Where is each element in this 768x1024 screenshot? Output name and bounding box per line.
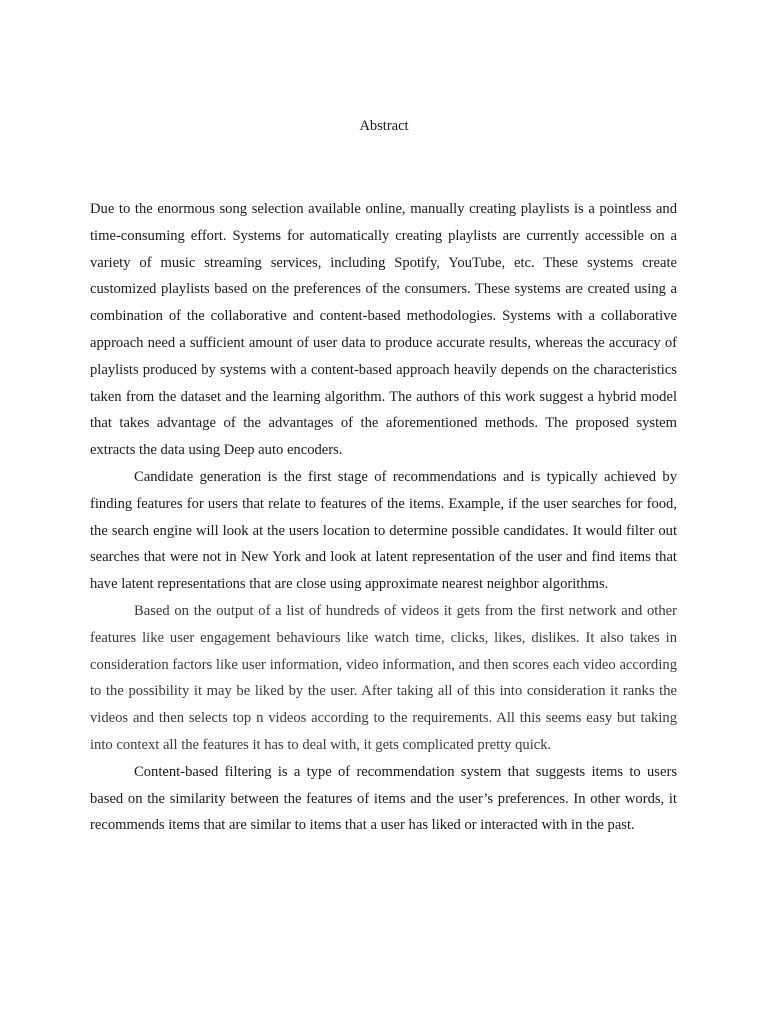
page-title: Abstract bbox=[359, 118, 409, 134]
paragraph-ranking: Based on the output of a list of hundreds of videos it gets from the first network and other features like user engagement behaviours like watch time, clicks, likes, dislikes. It also takes in consideration factors like user information, video information, and then scores each video according to the possibility it may be liked by the user. After taking all of this into consideration it ranks the videos and then selects top n videos according to the requirements. All this seems easy but taking into context all the features it has to deal with, it gets complicated pretty quick. bbox=[90, 602, 677, 753]
document-body bbox=[90, 196, 677, 839]
paragraph-intro: Due to the enormous song selection available online, manually creating playlists is a pointless and time-consuming effort. Systems for automatically creating playlists are currently accessible on a variety of music streaming services, including Spotify, YouTube, etc. These systems create customized playlists based on the preferences of the consumers. These systems are created using a combination of the collaborative and content-based methodologies. Systems with a collaborative approach need a sufficient amount of user data to produce accurate results, whereas the accuracy of playlists produced by systems with a content-based approach heavily depends on the characteristics taken from the dataset and the learning algorithm. The authors of this work suggest a hybrid model that takes advantage of the advantages of the aforementioned methods. The proposed system extracts the data using Deep auto encoders. bbox=[90, 201, 677, 459]
paragraph-candidate-generation: Candidate generation is the first stage of recommendations and is typically achieved by finding features for users that relate to features of the items. Example, if the user searches for food, the search engine will look at the users location to determine possible candidates. It would filter out searches that were not in New York and look at latent representation of the user and find items that have latent representations that are close using approximate nearest neighbor algorithms. bbox=[90, 468, 677, 593]
paragraph-content-based-filtering: Content-based filtering is a type of recommendation system that suggests items to users based on the similarity between the features of items and the user’s preferences. In other words, it recommends items that are similar to items that a user has liked or interacted with in the past. bbox=[90, 763, 677, 834]
